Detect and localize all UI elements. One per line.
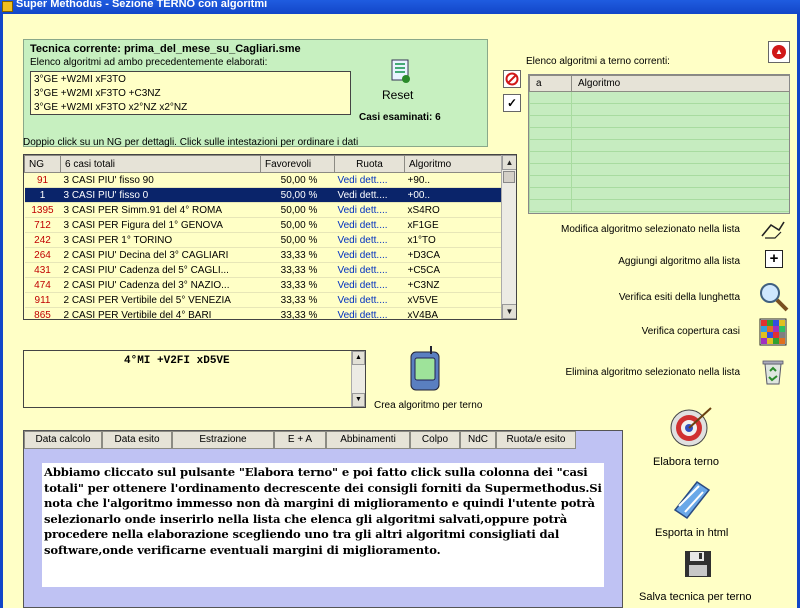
col-algoritmo[interactable]: Algoritmo: [405, 156, 503, 173]
grid-cell-algoritmo[interactable]: +D3CA: [405, 248, 503, 263]
casi-esaminati: Casi esaminati: 6: [359, 112, 441, 123]
create-algorithm-icon[interactable]: [407, 346, 443, 394]
algorithm-list-label: Elenco algoritmi ad ambo precedentemente elaborati:: [30, 57, 268, 68]
grid-cell-algoritmo[interactable]: xS4RO: [405, 203, 503, 218]
algorithm-input[interactable]: [23, 350, 366, 408]
empty-cell[interactable]: [572, 176, 791, 188]
col-data-esito[interactable]: Data esito: [102, 431, 172, 449]
delete-algorithm-button[interactable]: [503, 70, 521, 88]
grid-cell-casi[interactable]: 2 CASI PER Vertibile del 5° VENEZIA: [61, 293, 261, 308]
grid-cell-favorevoli[interactable]: 33,33 %: [261, 248, 335, 263]
empty-row[interactable]: [530, 92, 791, 104]
grid-cell-ng[interactable]: 712: [25, 218, 61, 233]
grid-cell-ruota[interactable]: Vedi dett....: [335, 263, 405, 278]
grid-cell-ruota[interactable]: Vedi dett....: [335, 233, 405, 248]
current-algorithms-grid[interactable]: [528, 74, 790, 214]
list-item[interactable]: 3°GE +W2MI xF3TO +C3NZ: [34, 88, 161, 99]
grid-cell-favorevoli[interactable]: 33,33 %: [261, 293, 335, 308]
main-window: [0, 14, 800, 608]
results-grid[interactable]: [23, 154, 517, 320]
table-row[interactable]: [25, 218, 503, 233]
table-row[interactable]: [25, 293, 503, 308]
grid-cell-casi[interactable]: 3 CASI PER Simm.91 del 4° ROMA: [61, 203, 261, 218]
grid-cell-ng[interactable]: 431: [25, 263, 61, 278]
magnifier-icon[interactable]: [757, 280, 791, 314]
forbidden-icon: [505, 72, 519, 86]
table-row[interactable]: [25, 263, 503, 278]
col-abbinamenti[interactable]: Abbinamenti: [326, 431, 410, 449]
grid-cell-casi[interactable]: 2 CASI PIU' Decina del 3° CAGLIARI: [61, 248, 261, 263]
grid-cell-ng[interactable]: 91: [25, 173, 61, 188]
grid-cell-favorevoli[interactable]: 33,33 %: [261, 278, 335, 293]
plus-icon[interactable]: +: [765, 250, 783, 268]
technique-panel: [23, 39, 488, 147]
grid-scrollbar[interactable]: [501, 155, 516, 319]
col-algoritmo-right[interactable]: Algoritmo: [572, 76, 791, 92]
grid-cell-ng[interactable]: 911: [25, 293, 61, 308]
previous-algorithm-list[interactable]: [30, 71, 351, 115]
check-icon: ✓: [506, 96, 518, 110]
empty-cell[interactable]: [530, 92, 572, 104]
empty-row[interactable]: [530, 152, 791, 164]
modify-algorithm-label[interactable]: Modifica algoritmo selezionato nella lista: [561, 224, 740, 235]
grid-cell-algoritmo[interactable]: +C3NZ: [405, 278, 503, 293]
reset-icon[interactable]: [389, 59, 411, 85]
detail-grid-header: [24, 431, 576, 449]
grid-cell-favorevoli[interactable]: 33,33 %: [261, 263, 335, 278]
empty-row[interactable]: [530, 176, 791, 188]
delete-selected-label[interactable]: Elimina algoritmo selezionato nella lista: [565, 367, 740, 378]
empty-cell[interactable]: [530, 152, 572, 164]
scroll-thumb[interactable]: [503, 171, 515, 183]
table-row[interactable]: [25, 278, 503, 293]
grid-cell-ng[interactable]: 1395: [25, 203, 61, 218]
grid-cell-algoritmo[interactable]: xV5VE: [405, 293, 503, 308]
empty-cell[interactable]: [530, 176, 572, 188]
col-ng[interactable]: NG: [25, 156, 61, 173]
table-row[interactable]: [25, 308, 503, 321]
grid-cell-algoritmo[interactable]: xV4BA: [405, 308, 503, 321]
scroll-down-arrow[interactable]: ▼: [502, 304, 517, 319]
table-row[interactable]: [25, 173, 503, 188]
empty-cell[interactable]: [572, 92, 791, 104]
empty-cell[interactable]: [530, 116, 572, 128]
move-up-button[interactable]: [768, 41, 790, 63]
grid-cell-favorevoli[interactable]: 50,00 %: [261, 203, 335, 218]
empty-cell[interactable]: [530, 104, 572, 116]
grid-cell-favorevoli[interactable]: 50,00 %: [261, 173, 335, 188]
grid-cell-ruota[interactable]: Vedi dett....: [335, 278, 405, 293]
empty-row[interactable]: [530, 164, 791, 176]
empty-cell[interactable]: [572, 152, 791, 164]
list-item[interactable]: 3°GE +W2MI xF3TO x2°NZ x2°NZ: [34, 102, 188, 113]
empty-cell[interactable]: [530, 140, 572, 152]
grid-cell-algoritmo[interactable]: +00..: [405, 188, 503, 203]
table-row[interactable]: [25, 248, 503, 263]
save-disk-icon[interactable]: [683, 549, 713, 579]
empty-row[interactable]: [530, 188, 791, 200]
edit-icon[interactable]: [759, 216, 787, 244]
grid-hint: Doppio click su un NG per dettagli. Click sulle intestazioni per ordinare i dati: [23, 137, 359, 148]
col-estrazione[interactable]: Estrazione: [172, 431, 274, 449]
empty-cell[interactable]: [530, 200, 572, 212]
grid-cell-casi[interactable]: 3 CASI PIU' fisso 0: [61, 188, 261, 203]
grid-cell-casi[interactable]: 2 CASI PER Vertibile del 4° BARI: [61, 308, 261, 321]
grid-cell-casi[interactable]: 2 CASI PIU' Cadenza del 3° NAZIO...: [61, 278, 261, 293]
grid-cell-favorevoli[interactable]: 33,33 %: [261, 308, 335, 321]
grid-cell-ng[interactable]: 1: [25, 188, 61, 203]
table-row[interactable]: [25, 188, 503, 203]
grid-cell-ng[interactable]: 474: [25, 278, 61, 293]
verify-coverage-label[interactable]: Verifica copertura casi: [641, 326, 740, 337]
grid-icon[interactable]: [759, 318, 787, 346]
col-ruota[interactable]: Ruota: [335, 156, 405, 173]
create-algorithm-button[interactable]: Crea algoritmo per terno: [374, 400, 483, 411]
grid-cell-ruota[interactable]: Vedi dett....: [335, 308, 405, 321]
grid-cell-favorevoli[interactable]: 50,00 %: [261, 218, 335, 233]
title-bar: [0, 0, 800, 14]
col-e-a[interactable]: E + A: [274, 431, 326, 449]
empty-row[interactable]: [530, 140, 791, 152]
elabora-terno-button[interactable]: Elabora terno: [653, 456, 720, 468]
grid-cell-algoritmo[interactable]: +C5CA: [405, 263, 503, 278]
empty-cell[interactable]: [572, 200, 791, 212]
grid-cell-ruota[interactable]: Vedi dett....: [335, 203, 405, 218]
explanation-note: [42, 463, 604, 587]
empty-cell[interactable]: [572, 188, 791, 200]
empty-row[interactable]: [530, 128, 791, 140]
grid-cell-favorevoli[interactable]: 50,00 %: [261, 188, 335, 203]
grid-cell-ruota[interactable]: Vedi dett....: [335, 218, 405, 233]
empty-row[interactable]: [530, 116, 791, 128]
col-data-calcolo[interactable]: Data calcolo: [24, 431, 102, 449]
col-a[interactable]: a: [530, 76, 572, 92]
scroll-up-arrow[interactable]: ▲: [502, 155, 517, 170]
empty-cell[interactable]: [572, 104, 791, 116]
grid-cell-ng[interactable]: 242: [25, 233, 61, 248]
note-text: Abbiamo cliccato sul pulsante "Elabora terno" e poi fatto click sulla colonna dei "casi totali" per ottenere l'ordinamento decrescente dei consigli forniti da Supermethodus.Si nota che l'algoritmo immesso non dà margini di miglioramento e quindi l'utente potrà selezionarlo onde inserirlo nella lista che elenca gli algoritmi salvati,oppure potrà procedere nella elaborazione scegliendo uno tra gli altri algoritmi consigliati dal software,onde verificarne eventuali margini di miglioramento.: [44, 465, 602, 557]
grid-cell-algoritmo[interactable]: x1°TO: [405, 233, 503, 248]
right-grid-header: [530, 76, 791, 92]
target-icon[interactable]: [669, 404, 715, 450]
col-ruota-esito[interactable]: Ruota/e esito: [496, 431, 576, 449]
empty-cell[interactable]: [530, 188, 572, 200]
col-favorevoli[interactable]: Favorevoli: [261, 156, 335, 173]
col-colpo[interactable]: Colpo: [410, 431, 460, 449]
verify-lunghetta-label[interactable]: Verifica esiti della lunghetta: [618, 292, 740, 303]
reset-button[interactable]: Reset: [382, 88, 414, 102]
grid-cell-ng[interactable]: 264: [25, 248, 61, 263]
col-casi-totali[interactable]: 6 casi totali: [61, 156, 261, 173]
export-html-icon[interactable]: [669, 476, 715, 522]
empty-cell[interactable]: [572, 116, 791, 128]
confirm-button[interactable]: [503, 94, 521, 112]
table-row[interactable]: [25, 233, 503, 248]
grid-cell-casi[interactable]: 3 CASI PER Figura del 1° GENOVA: [61, 218, 261, 233]
empty-cell[interactable]: [572, 140, 791, 152]
empty-row[interactable]: [530, 104, 791, 116]
table-row[interactable]: [25, 203, 503, 218]
list-item[interactable]: 3°GE +W2MI xF3TO: [34, 74, 126, 85]
grid-cell-algoritmo[interactable]: xF1GE: [405, 218, 503, 233]
empty-cell[interactable]: [572, 164, 791, 176]
grid-cell-ruota[interactable]: Vedi dett....: [335, 173, 405, 188]
scroll-down-arrow[interactable]: ▼: [352, 393, 365, 407]
formula-scrollbar[interactable]: [351, 351, 365, 407]
col-ndc[interactable]: NdC: [460, 431, 496, 449]
grid-cell-casi[interactable]: 2 CASI PIU' Cadenza del 5° CAGLI...: [61, 263, 261, 278]
current-list-label: Elenco algoritmi a terno correnti:: [526, 56, 670, 67]
results-detail-grid[interactable]: [23, 430, 623, 608]
grid-cell-casi[interactable]: 3 CASI PIU' fisso 90: [61, 173, 261, 188]
salva-tecnica-button[interactable]: Salva tecnica per terno: [639, 591, 752, 603]
grid-cell-algoritmo[interactable]: +90..: [405, 173, 503, 188]
window-title: Super Methodus - Sezione TERNO con algoritmi: [16, 0, 268, 10]
scroll-up-arrow[interactable]: ▲: [352, 351, 365, 365]
recycle-bin-icon[interactable]: [759, 358, 787, 386]
empty-row[interactable]: [530, 200, 791, 212]
grid-cell-ng[interactable]: 865: [25, 308, 61, 321]
grid-header: [25, 156, 503, 173]
grid-cell-favorevoli[interactable]: 50,00 %: [261, 233, 335, 248]
grid-cell-casi[interactable]: 3 CASI PER 1° TORINO: [61, 233, 261, 248]
grid-cell-ruota[interactable]: Vedi dett....: [335, 188, 405, 203]
empty-cell[interactable]: [572, 128, 791, 140]
grid-cell-ruota[interactable]: Vedi dett....: [335, 293, 405, 308]
add-algorithm-label[interactable]: Aggiungi algoritmo alla lista: [618, 256, 740, 267]
empty-cell[interactable]: [530, 164, 572, 176]
grid-cell-ruota[interactable]: Vedi dett....: [335, 248, 405, 263]
algorithm-value[interactable]: 4°MI +V2FI xD5VE: [124, 355, 230, 367]
app-icon: [2, 1, 13, 12]
technique-title: Tecnica corrente: prima_del_mese_su_Cagliari.sme: [30, 43, 301, 55]
up-arrow-icon: ▲: [772, 45, 786, 59]
export-html-button[interactable]: Esporta in html: [655, 527, 729, 539]
empty-cell[interactable]: [530, 128, 572, 140]
